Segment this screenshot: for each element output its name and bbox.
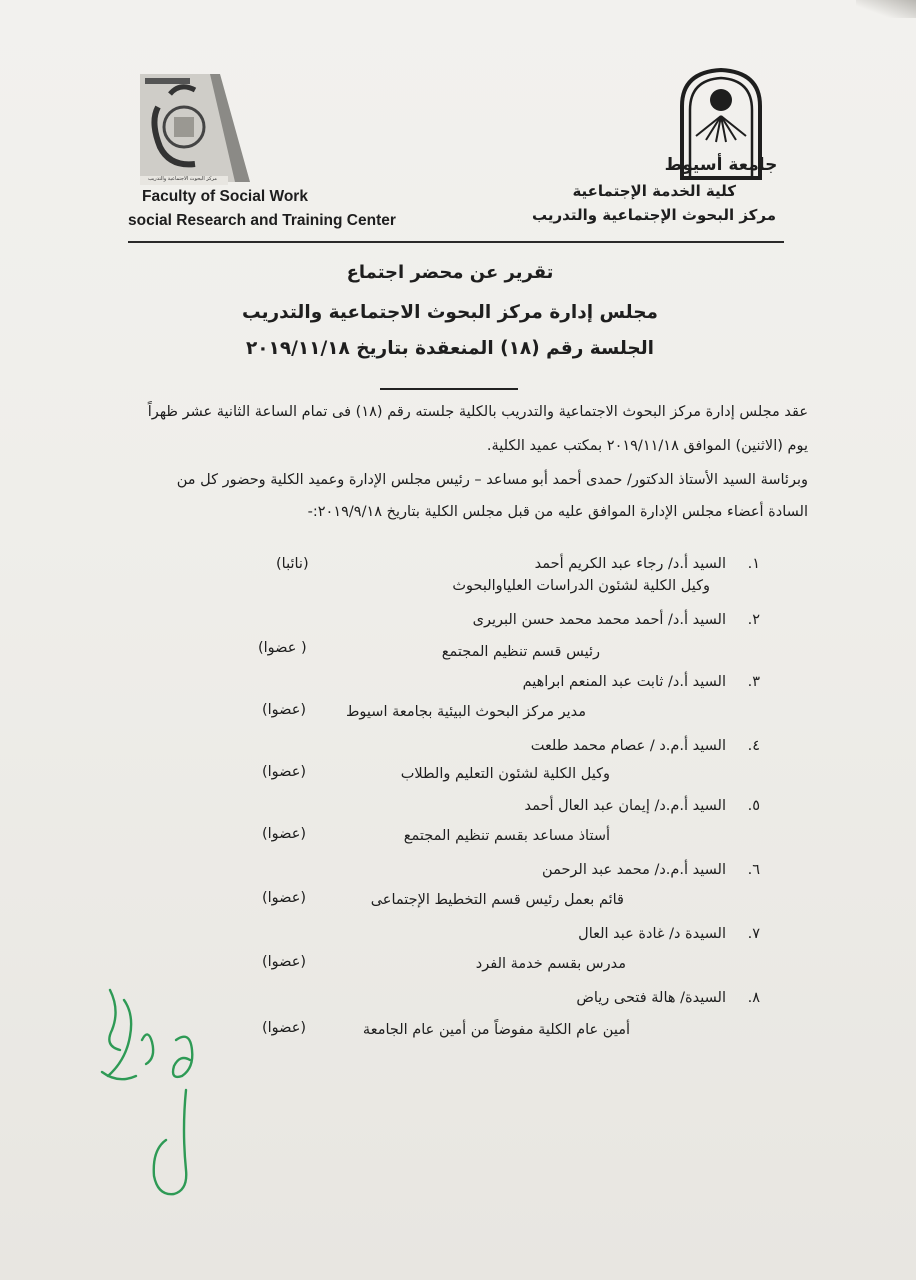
member-name xyxy=(531,738,760,754)
member-name xyxy=(576,990,760,1006)
member-number: ٦. xyxy=(747,862,760,878)
intro-line-2: يوم (الاثنين) الموافق ٢٠١٩/١١/١٨ بمكتب عميد الكلية. xyxy=(486,438,808,454)
intro-line-4: السادة أعضاء مجلس الإدارة الموافق عليه من قبل مجلس الكلية بتاريخ ٢٠١٩/٩/١٨:- xyxy=(307,504,808,520)
member-role: وكيل الكلية لشئون التعليم والطلاب xyxy=(400,766,610,782)
center-name-en: social Research and Training Center xyxy=(128,212,396,229)
center-name-ar: مركز البحوث الإجتماعية والتدريب xyxy=(532,206,776,224)
member-number: ٣. xyxy=(747,674,760,690)
member-name xyxy=(535,556,760,572)
member-role: مدرس بقسم خدمة الفرد xyxy=(475,956,626,972)
university-logo-text: جامعة أسيوط xyxy=(664,155,778,175)
member-name xyxy=(578,926,760,942)
member-number: ٤. xyxy=(747,738,760,754)
member-name xyxy=(524,798,760,814)
council-title: مجلس إدارة مركز البحوث الاجتماعية والتدريب xyxy=(242,302,658,323)
member-role: وكيل الكلية لشئون الدراسات العلياوالبحوث xyxy=(452,578,710,594)
member-number: ١. xyxy=(747,556,760,572)
research-center-logo xyxy=(140,72,250,187)
member-capacity: (عضوا) xyxy=(262,1020,307,1036)
member-number: ٢. xyxy=(747,612,760,628)
handwritten-signature xyxy=(90,980,220,1230)
member-capacity: (عضوا) xyxy=(262,954,307,970)
member-role: أستاذ مساعد بقسم تنظيم المجتمع xyxy=(403,828,610,844)
member-role: أمين عام الكلية مفوضاً من أمين عام الجامعة xyxy=(362,1022,630,1038)
member-capacity: (عضوا) xyxy=(262,702,307,718)
member-capacity: (نائبا) xyxy=(276,556,309,572)
member-capacity: ( عضوا) xyxy=(258,640,307,656)
member-name-text: السيدة د/ غادة عبد العال xyxy=(578,926,726,942)
member-capacity: (عضوا) xyxy=(262,826,307,842)
intro-line-1: عقد مجلس إدارة مركز البحوث الاجتماعية والتدريب بالكلية جلسته رقم (١٨) فى تمام الساعة الثانية عشر ظهراً xyxy=(147,404,808,420)
faculty-name-ar: كلية الخدمة الإجتماعية xyxy=(572,182,736,200)
assiut-university-logo xyxy=(664,66,778,180)
member-name xyxy=(473,612,760,628)
member-role: قائم بعمل رئيس قسم التخطيط الإجتماعى xyxy=(370,892,624,908)
member-name xyxy=(542,862,760,878)
member-number: ٥. xyxy=(747,798,760,814)
header-divider xyxy=(128,241,784,243)
faculty-name-en: Faculty of Social Work xyxy=(142,188,308,205)
member-name-text: السيدة/ هالة فتحى رياض xyxy=(576,990,726,1006)
session-title: الجلسة رقم (١٨) المنعقدة بتاريخ ٢٠١٩/١١/١٨ xyxy=(245,338,655,359)
left-logo-caption: مركز البحوث الاجتماعية والتدريب xyxy=(148,176,217,182)
member-number: ٧. xyxy=(747,926,760,942)
page-corner-shadow xyxy=(856,0,916,18)
member-name-text: السيد أ.د/ ثابت عبد المنعم ابراهيم xyxy=(522,674,726,690)
title-underline xyxy=(380,388,518,390)
member-role: رئيس قسم تنظيم المجتمع xyxy=(441,644,600,660)
member-number: ٨. xyxy=(747,990,760,1006)
member-name-text: السيد أ.د/ أحمد محمد محمد حسن البريرى xyxy=(472,612,726,628)
intro-line-3: وبرئاسة السيد الأستاذ الدكتور/ حمدى أحمد أبو مساعد – رئيس مجلس الإدارة وعميد الكلية وحضور كل من xyxy=(176,472,808,488)
member-capacity: (عضوا) xyxy=(262,764,307,780)
member-name-text: السيد أ.د/ رجاء عبد الكريم أحمد xyxy=(534,556,726,572)
member-name xyxy=(523,674,760,690)
member-capacity: (عضوا) xyxy=(262,890,307,906)
member-name-text: السيد أ.م.د/ إيمان عبد العال أحمد xyxy=(524,798,726,814)
member-role: مدير مركز البحوث البيئية بجامعة اسيوط xyxy=(346,704,586,720)
member-name-text: السيد أ.م.د/ محمد عبد الرحمن xyxy=(542,862,726,878)
report-title: تقرير عن محضر اجتماع xyxy=(346,262,554,283)
member-name-text: السيد أ.م.د / عصام محمد طلعت xyxy=(530,738,726,754)
